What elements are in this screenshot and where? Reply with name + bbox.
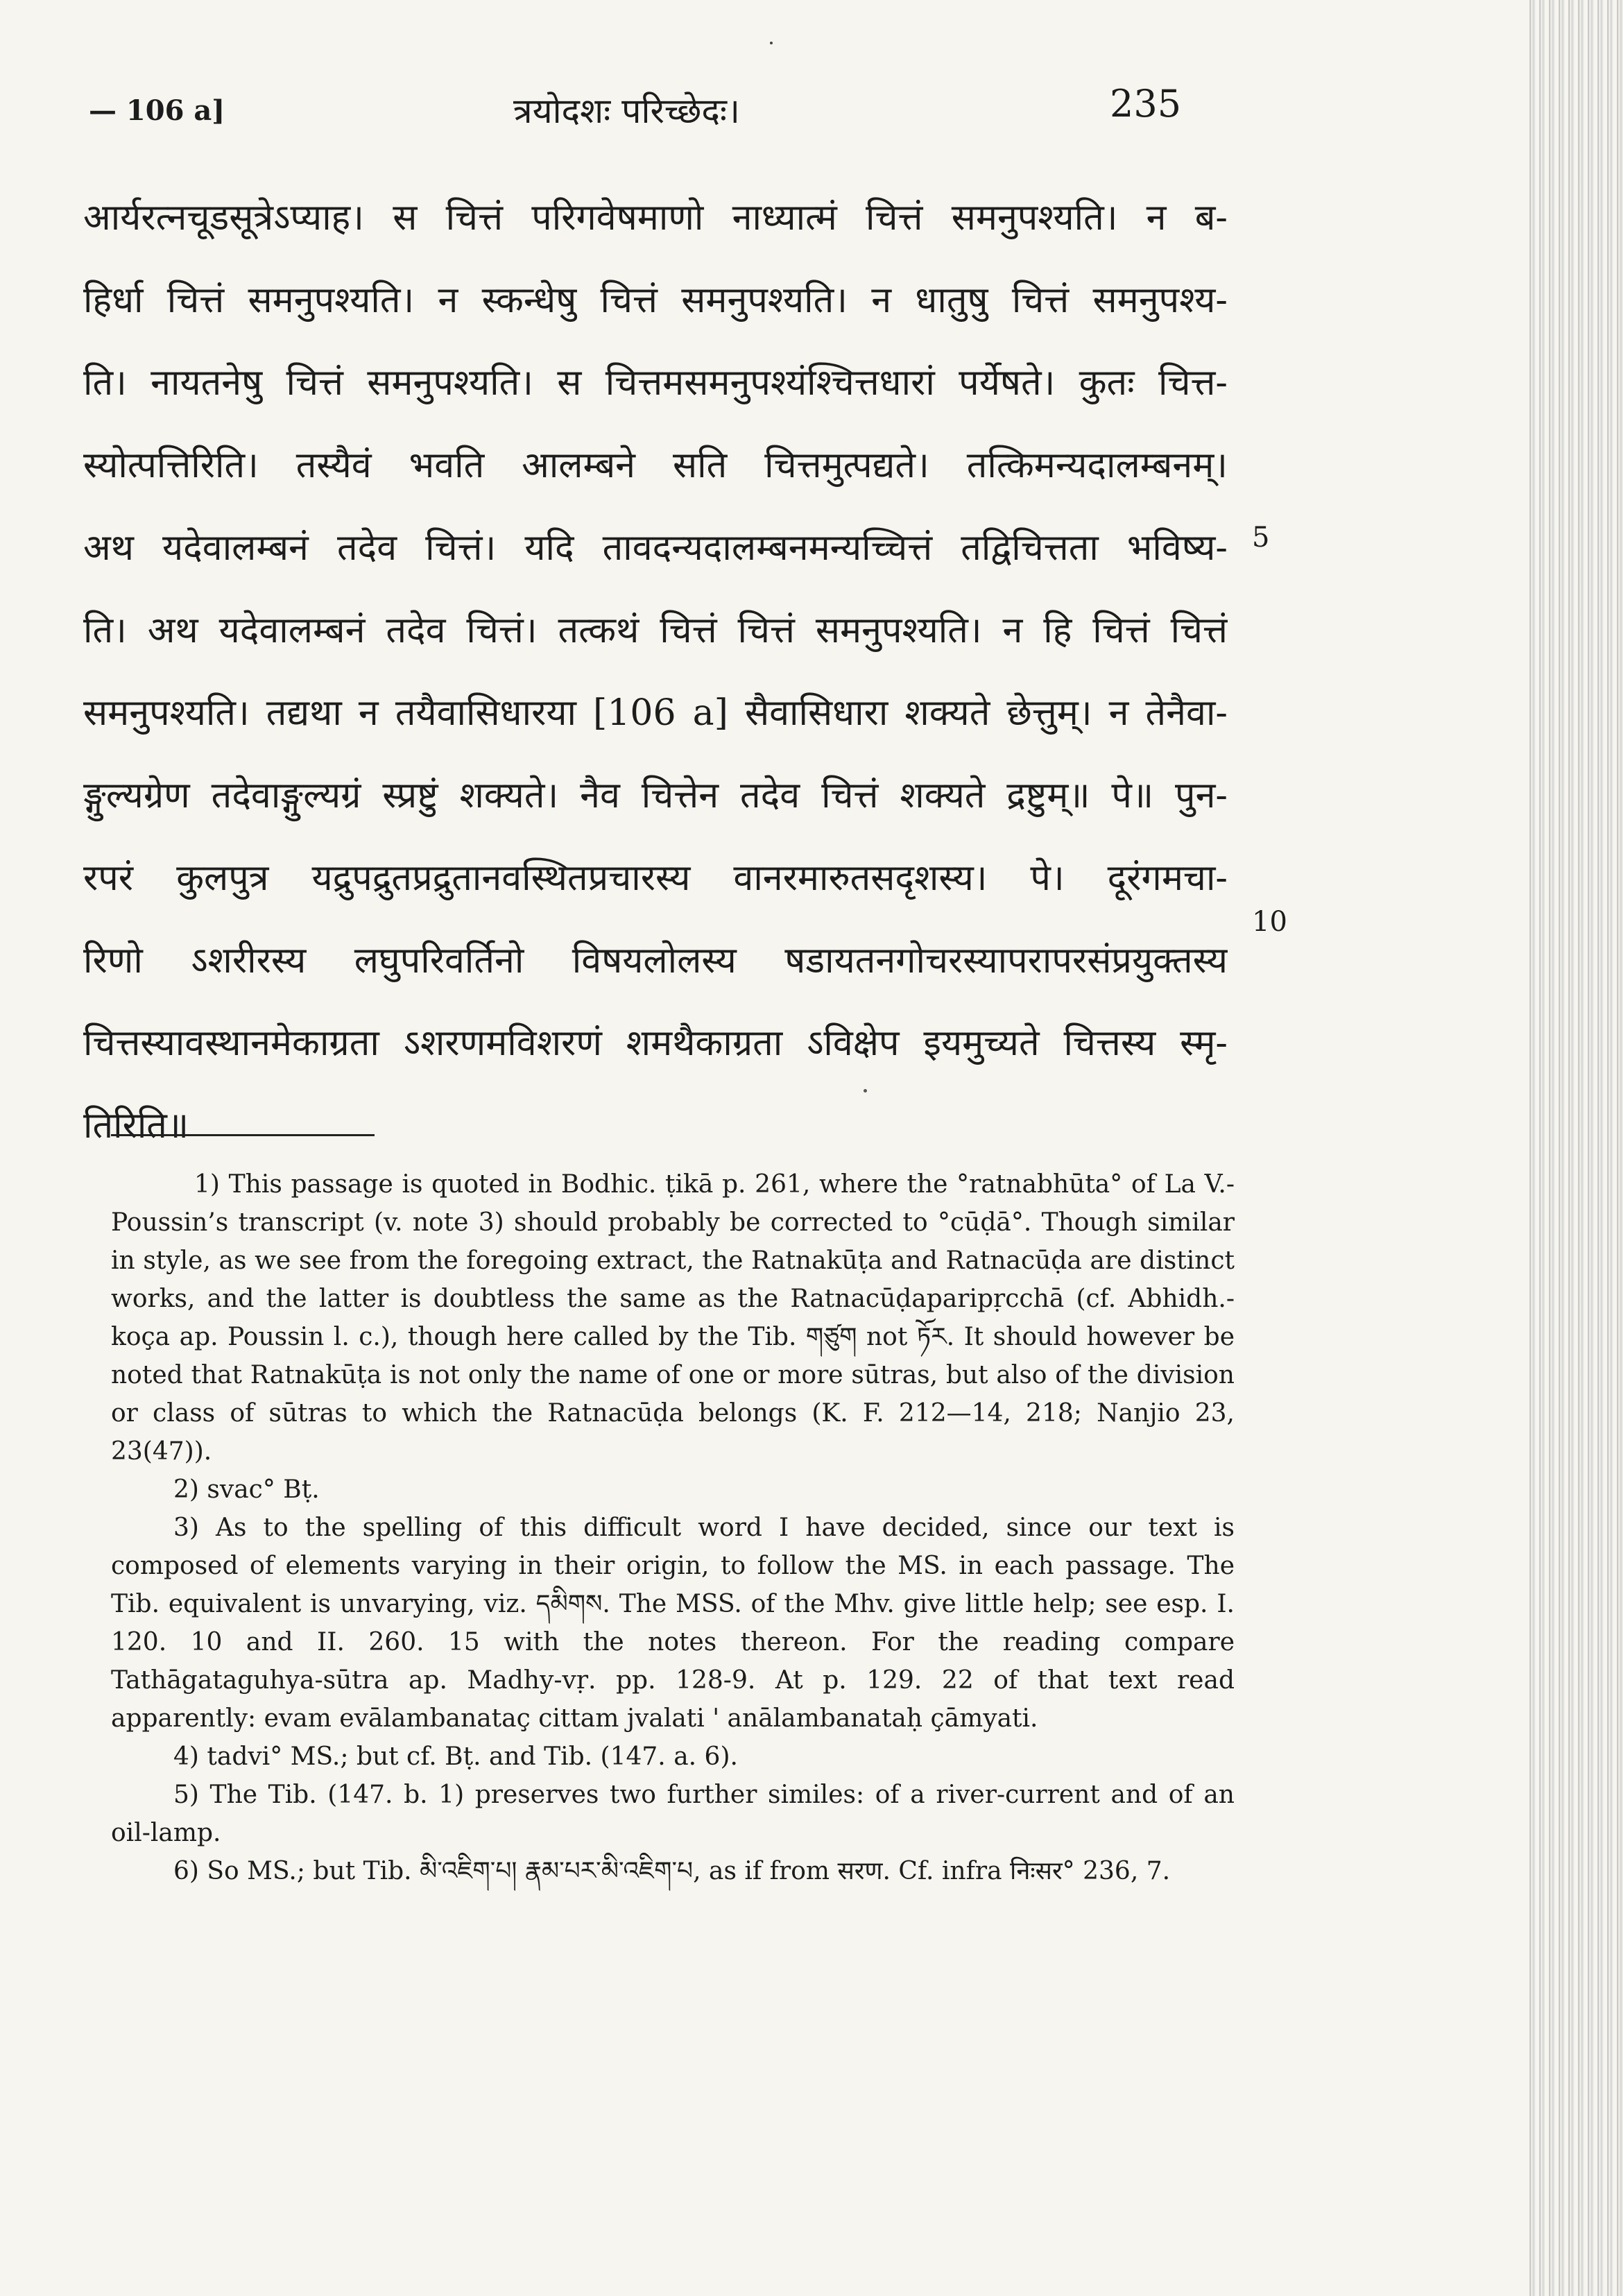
page-edge-binding [1526, 0, 1623, 2296]
text-line: आर्यरत्नचूडसूत्रेऽप्याह। स चित्तं परिगवेषमाणो नाध्यात्मं चित्तं समनुपश्यति। न ब- [83, 197, 1228, 239]
text-line: हिर्धा चित्तं समनुपश्यति। न स्कन्धेषु चित्तं समनुपश्यति। न धातुषु चित्तं समनुपश्य- [83, 280, 1228, 321]
line-number-marker: 5 [1252, 522, 1270, 554]
text-line: रपरं कुलपुत्र यद्रुपद्रुतप्रद्रुतानवस्थितप्रचारस्य वानरमारुतसदृशस्य। पे। दूरंगमचा- [83, 857, 1228, 899]
line-number-marker: 10 [1252, 906, 1287, 938]
footnotes [111, 1165, 1235, 1890]
text-line: ङ्गुल्यग्रेण तदेवाङ्गुल्यग्रं स्प्रष्टुं शक्यते। नैव चित्तेन तदेव चित्तं शक्यते द्रष्टुम्॥ पे॥ पुन- [83, 775, 1228, 816]
footnote-5: 5) The Tib. (147. b. 1) preserves two further similes: of a river-current and of an oil-lamp. [111, 1781, 1235, 1847]
text-line: तिरिति॥ [83, 1105, 189, 1147]
text-line: ति। नायतनेषु चित्तं समनुपश्यति। स चित्तमसमनुपश्यंश्चित्तधारां पर्येषते। कुतः चित्त- [83, 362, 1228, 404]
footnote-6: 6) So MS.; but Tib. མི་འཇིག་པ། རྣམ་པར་མི་འཇིག་པ, as if from सरण. Cf. infra निःसर° 236, 7. [173, 1857, 1171, 1885]
footnote-2: 2) svac° Bṭ. [173, 1475, 320, 1504]
text-line: ति। अथ यदेवालम्बनं तदेव चित्तं। तत्कथं चित्तं चित्तं समनुपश्यति। न हि चित्तं चित्तं [83, 610, 1228, 651]
text-line: अथ यदेवालम्बनं तदेव चित्तं। यदि तावदन्यदालम्बनमन्यच्चित्तं तद्विचित्तता भविष्य- [83, 527, 1228, 569]
footnote-1: 1) This passage is quoted in Bodhic. ṭikā p. 261, where the °ratnabhūta° of La V.-Poussin’s transcript (v. note 3) should probably be corrected to °cūḍā°. Though similar in style, as we see from the foregoing extract, the Ratnakūṭa and Ratnacūḍa are distinct works, and the latter is doubtless the same as the Ratnacūḍaparipṛcchā (cf. Abhidh.-koça ap. Poussin l. c.), though here called by the Tib. གཙུག not ཏོར. It should however be noted that Ratnakūṭa is not only the name of one or more sūtras, but also of the division or class of sūtras to which the Ratnacūḍa belongs (K. F. 212—14, 218; Nanjio 23, 23(47)). [111, 1170, 1235, 1466]
running-header [0, 82, 1526, 137]
text-line: स्योत्पत्तिरिति। तस्यैवं भवति आलम्बने सति चित्तमुत्पद्यते। तत्किमन्यदालम्बनम्। [83, 445, 1228, 486]
footnote-3: 3) As to the spelling of this difficult word I have decided, since our text is composed of elements varying in their origin, to follow the MS. in each passage. The Tib. equivalent is unvarying, viz. དམིགས. The MSS. of the Mhv. give little help; see esp. I. 120. 10 and II. 260. 15 with the notes thereon. For the reading compare Tathāgataguhya-sūtra ap. Madhy-vṛ. pp. 128-9. At p. 129. 22 of that text read apparently: evam evālambanataç cittam jvalati ' anālambanataḥ çāmyati. [111, 1514, 1235, 1733]
text-line: समनुपश्यति। तद्यथा न तयैवासिधारया [106 a] सैवासिधारा शक्यते छेत्तुम्। न तेनैवा- [83, 692, 1228, 734]
header-folio: — 106 a] [89, 94, 225, 127]
header-chapter-title: त्रयोदशः परिच्छेदः। [513, 91, 740, 131]
text-line: रिणो ऽशरीरस्य लघुपरिवर्तिनो विषयलोलस्य षडायतनगोचरस्यापरापरसंप्रयुक्तस्य [83, 940, 1228, 982]
sanskrit-text-block [83, 177, 1228, 1167]
footnote-rule [111, 1134, 375, 1136]
footnote-4: 4) tadvi° MS.; but cf. Bṭ. and Tib. (147. a. 6). [173, 1742, 738, 1771]
text-line: चित्तस्यावस्थानमेकाग्रता ऽशरणमविशरणं शमथैकाग्रता ऽविक्षेप इयमुच्यते चित्तस्य स्मृ- [83, 1022, 1228, 1064]
ink-speck [770, 42, 773, 44]
page-number: 235 [1110, 82, 1182, 126]
